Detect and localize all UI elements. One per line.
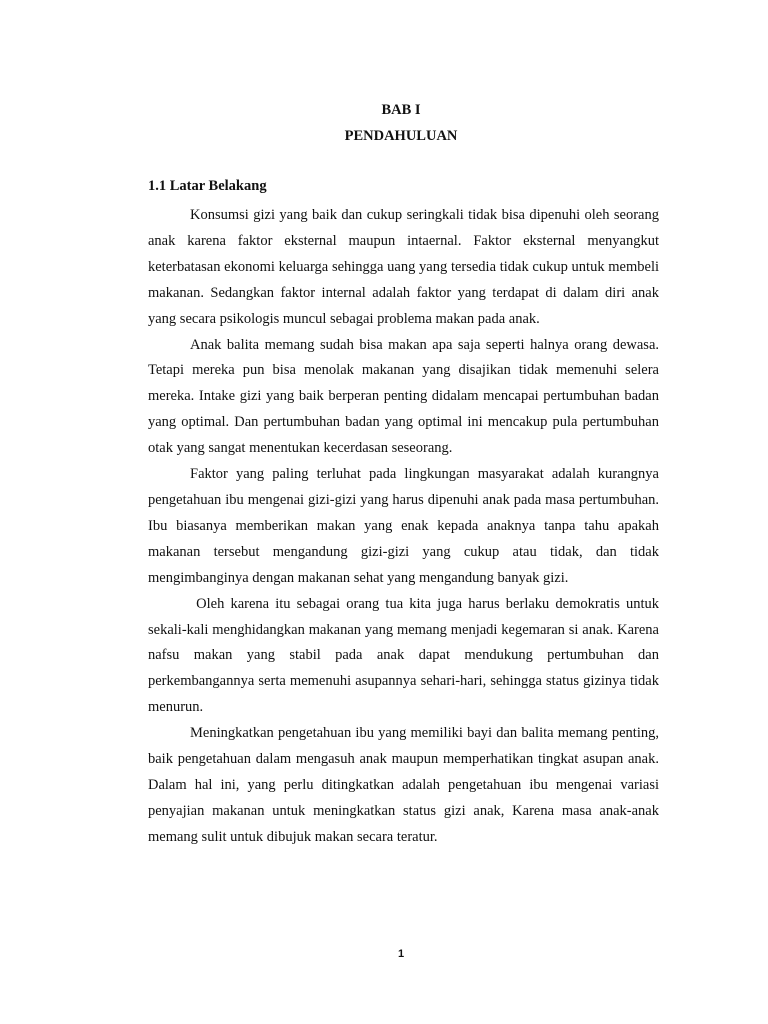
paragraph-4: Oleh karena itu sebagai orang tua kita juga harus berlaku demokratis untuk sekali-kali menghidangkan makanan yang memang menjadi kegemaran si anak. Karena nafsu makan yang stabil pada anak dapat mendukung pertumbuhan dan perkembangannya serta memenuhi asupannya sehari-hari, sehingga status gizinya tidak menurun.: [148, 595, 663, 716]
body-text: [148, 203, 663, 851]
page-number: 1: [397, 948, 405, 960]
chapter-title: PENDAHULUAN: [344, 128, 458, 144]
paragraph-1: Konsumsi gizi yang baik dan cukup seringkali tidak bisa dipenuhi oleh seorang anak karena faktor eksternal maupun intaernal. Faktor eksternal menyangkut keterbatasan ekonomi keluarga sehingga uang yang tersedia tidak cukup untuk membeli makanan. Sedangkan faktor internal adalah faktor yang terdapat di dalam diri anak yang secara psikologis muncul sebagai problema makan pada anak.: [148, 207, 659, 327]
paragraph-3: Faktor yang paling terluhat pada lingkungan masyarakat adalah kurangnya pengetahuan ibu mengenai gizi-gizi yang harus dipenuhi anak pada masa pertumbuhan. Ibu biasanya memberikan makan yang enak kepada anaknya tanpa tahu apakah makanan tersebut mengandung gizi-gizi yang cukup atau tidak, dan tidak mengimbanginya dengan makanan sehat yang mengandung banyak gizi.: [148, 466, 659, 586]
paragraph-5: Meningkatkan pengetahuan ibu yang memiliki bayi dan balita memang penting, baik pengetahuan dalam mengasuh anak maupun memperhatikan tingkat asupan anak. Dalam hal ini, yang perlu ditingkatkan adalah pengetahuan ibu mengenai variasi penyajian makanan untuk meningkatkan status gizi anak, Karena masa anak-anak memang sulit untuk dibujuk makan secara teratur.: [148, 725, 659, 845]
section-heading: 1.1 Latar Belakang: [148, 178, 267, 194]
chapter-number: BAB I: [381, 102, 421, 118]
paragraph-2: Anak balita memang sudah bisa makan apa saja seperti halnya orang dewasa. Tetapi mereka pun bisa menolak makanan yang disajikan tidak memenuhi selera mereka. Intake gizi yang baik berperan penting didalam mencapai pertumbuhan badan yang optimal. Dan pertumbuhan badan yang optimal ini mencakup pula pertumbuhan otak yang sangat menentukan kecerdasan seseorang.: [148, 336, 659, 457]
